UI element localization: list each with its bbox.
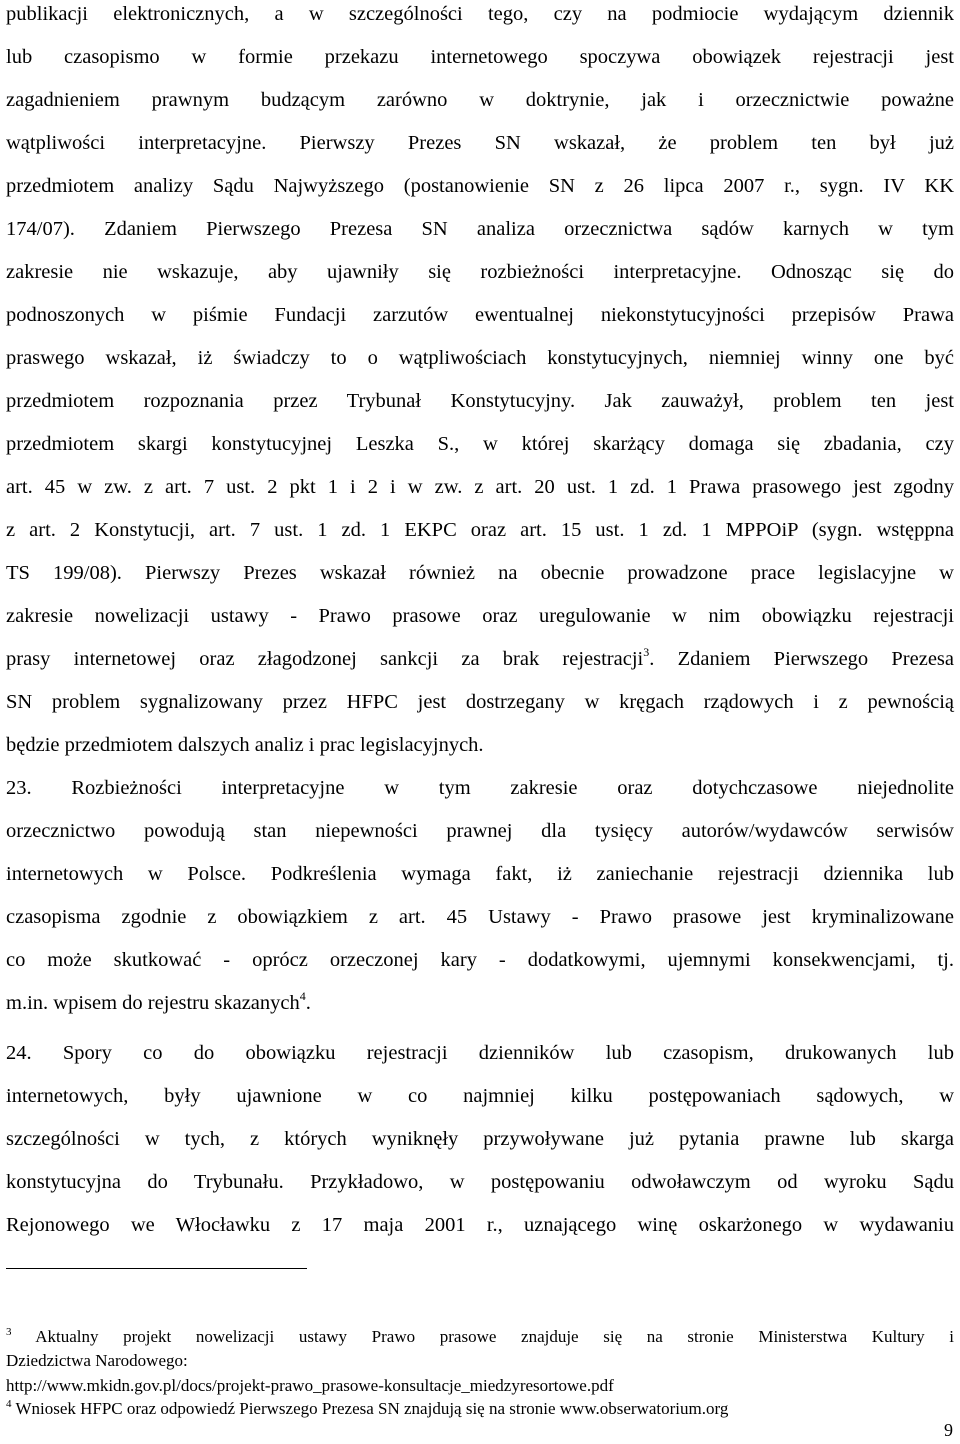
body-line: TS 199/08). Pierwszy Prezes wskazał również na obecnie prowadzone prace legislacyjne w (6, 562, 954, 584)
body-line-paragraph-end: będzie przedmiotem dalszych analiz i prac legislacyjnych. (6, 734, 484, 756)
body-line: orzecznictwo powodują stan niepewności prawnej dla tysięcy autorów/wydawców serwisów (6, 820, 954, 842)
footnote-3 (6, 1327, 954, 1347)
footnote-separator (6, 1268, 307, 1269)
footnote-3-line-2: Dziedzictwa Narodowego: (6, 1351, 188, 1370)
paragraph-23-start: 23. Rozbieżności interpretacyjne w tym zakresie oraz dotychczasowe niejednolite (6, 777, 954, 799)
text-segment: prasy internetowej oraz złagodzonej sankcji za brak rejestracji (6, 648, 644, 670)
footnote-mark-3: 3 (6, 1326, 12, 1338)
body-line: art. 45 w zw. z art. 7 ust. 2 pkt 1 i 2 i w zw. z art. 20 ust. 1 zd. 1 Prawa prasowego jest zgodny (6, 476, 954, 498)
body-line: przedmiotem skargi konstytucyjnej Leszka S., w której skarżący domaga się zbadania, czy (6, 433, 954, 455)
footnote-4 (6, 1399, 954, 1419)
body-line: 174/07). Zdaniem Pierwszego Prezesa SN analiza orzecznictwa sądów karnych w tym (6, 218, 954, 240)
body-line: zagadnieniem prawnym budzącym zarówno w doktrynie, jak i orzecznictwie poważne (6, 89, 954, 111)
body-line: zakresie nie wskazuje, aby ujawniły się rozbieżności interpretacyjne. Odnosząc się do (6, 261, 954, 283)
body-line: przedmiotem rozpoznania przez Trybunał Konstytucyjny. Jak zauważył, problem ten jest (6, 390, 954, 412)
text-segment: m.in. wpisem do rejestru skazanych (6, 992, 300, 1014)
body-line: z art. 2 Konstytucji, art. 7 ust. 1 zd. 1 EKPC oraz art. 15 ust. 1 zd. 1 MPPOiP (sygn. wstęppna (6, 519, 954, 541)
footnote-3-url: http://www.mkidn.gov.pl/docs/projekt-prawo_prasowe-konsultacje_miedzyresortowe.pdf (6, 1376, 614, 1395)
footnote-ref-3: 3 (643, 645, 650, 659)
body-line: publikacji elektronicznych, a w szczególności tego, czy na podmiocie wydającym dziennik (6, 3, 954, 25)
body-line: praswego wskazał, iż świadczy to o wątpliwościach konstytucyjnych, niemniej winny one być (6, 347, 954, 369)
body-line: szczególności w tych, z których wyniknęły przywoływane już pytania prawne lub skarga (6, 1128, 954, 1150)
body-line: internetowych w Polsce. Podkreślenia wymaga fakt, iż zaniechanie rejestracji dziennika lub (6, 863, 954, 885)
body-line-footnote-3 (6, 647, 954, 671)
footnote-text: Aktualny projekt nowelizacji ustawy Prawo prasowe znajduje się na stronie Ministerstwa Kultury i (11, 1327, 954, 1346)
footnote-text: Wniosek HFPC oraz odpowiedź Pierwszego Prezesa SN znajdują się na stronie www.obserwatorium.org (11, 1399, 729, 1418)
body-line: Rejonowego we Włocławku z 17 maja 2001 r., uznającego winę oskarżonego w wydawaniu (6, 1214, 954, 1236)
body-line: lub czasopismo w formie przekazu internetowego spoczywa obowiązek rejestracji jest (6, 46, 954, 68)
page-number: 9 (944, 1420, 953, 1440)
body-line-footnote-4 (6, 991, 954, 1015)
body-line: konstytucyjna do Trybunału. Przykładowo, w postępowaniu odwoławczym od wyroku Sądu (6, 1171, 954, 1193)
body-line: co może skutkować - oprócz orzeczonej kary - dodatkowymi, ujemnymi konsekwencjami, tj. (6, 949, 954, 971)
paragraph-24-start: 24. Spory co do obowiązku rejestracji dzienników lub czasopism, drukowanych lub (6, 1042, 954, 1064)
body-line: podnoszonych w piśmie Fundacji zarzutów ewentualnej niekonstytucyjności przepisów Prawa (6, 304, 954, 326)
footnote-ref-4: 4 (299, 989, 306, 1003)
body-line: przedmiotem analizy Sądu Najwyższego (postanowienie SN z 26 lipca 2007 r., sygn. IV KK (6, 175, 954, 197)
body-line: zakresie nowelizacji ustawy - Prawo prasowe oraz uregulowanie w nim obowiązku rejestracji (6, 605, 954, 627)
text-segment: . Zdaniem Pierwszego Prezesa (649, 648, 954, 670)
body-line: czasopisma zgodnie z obowiązkiem z art. 45 Ustawy - Prawo prasowe jest kryminalizowane (6, 906, 954, 928)
text-segment: . (305, 992, 311, 1014)
body-line: wątpliwości interpretacyjne. Pierwszy Prezes SN wskazał, że problem ten był już (6, 132, 954, 154)
body-line: SN problem sygnalizowany przez HFPC jest dostrzegany w kręgach rządowych i z pewnością (6, 691, 954, 713)
footnote-mark-4: 4 (6, 1398, 12, 1410)
body-line: internetowych, były ujawnione w co najmniej kilku postępowaniach sądowych, w (6, 1085, 954, 1107)
